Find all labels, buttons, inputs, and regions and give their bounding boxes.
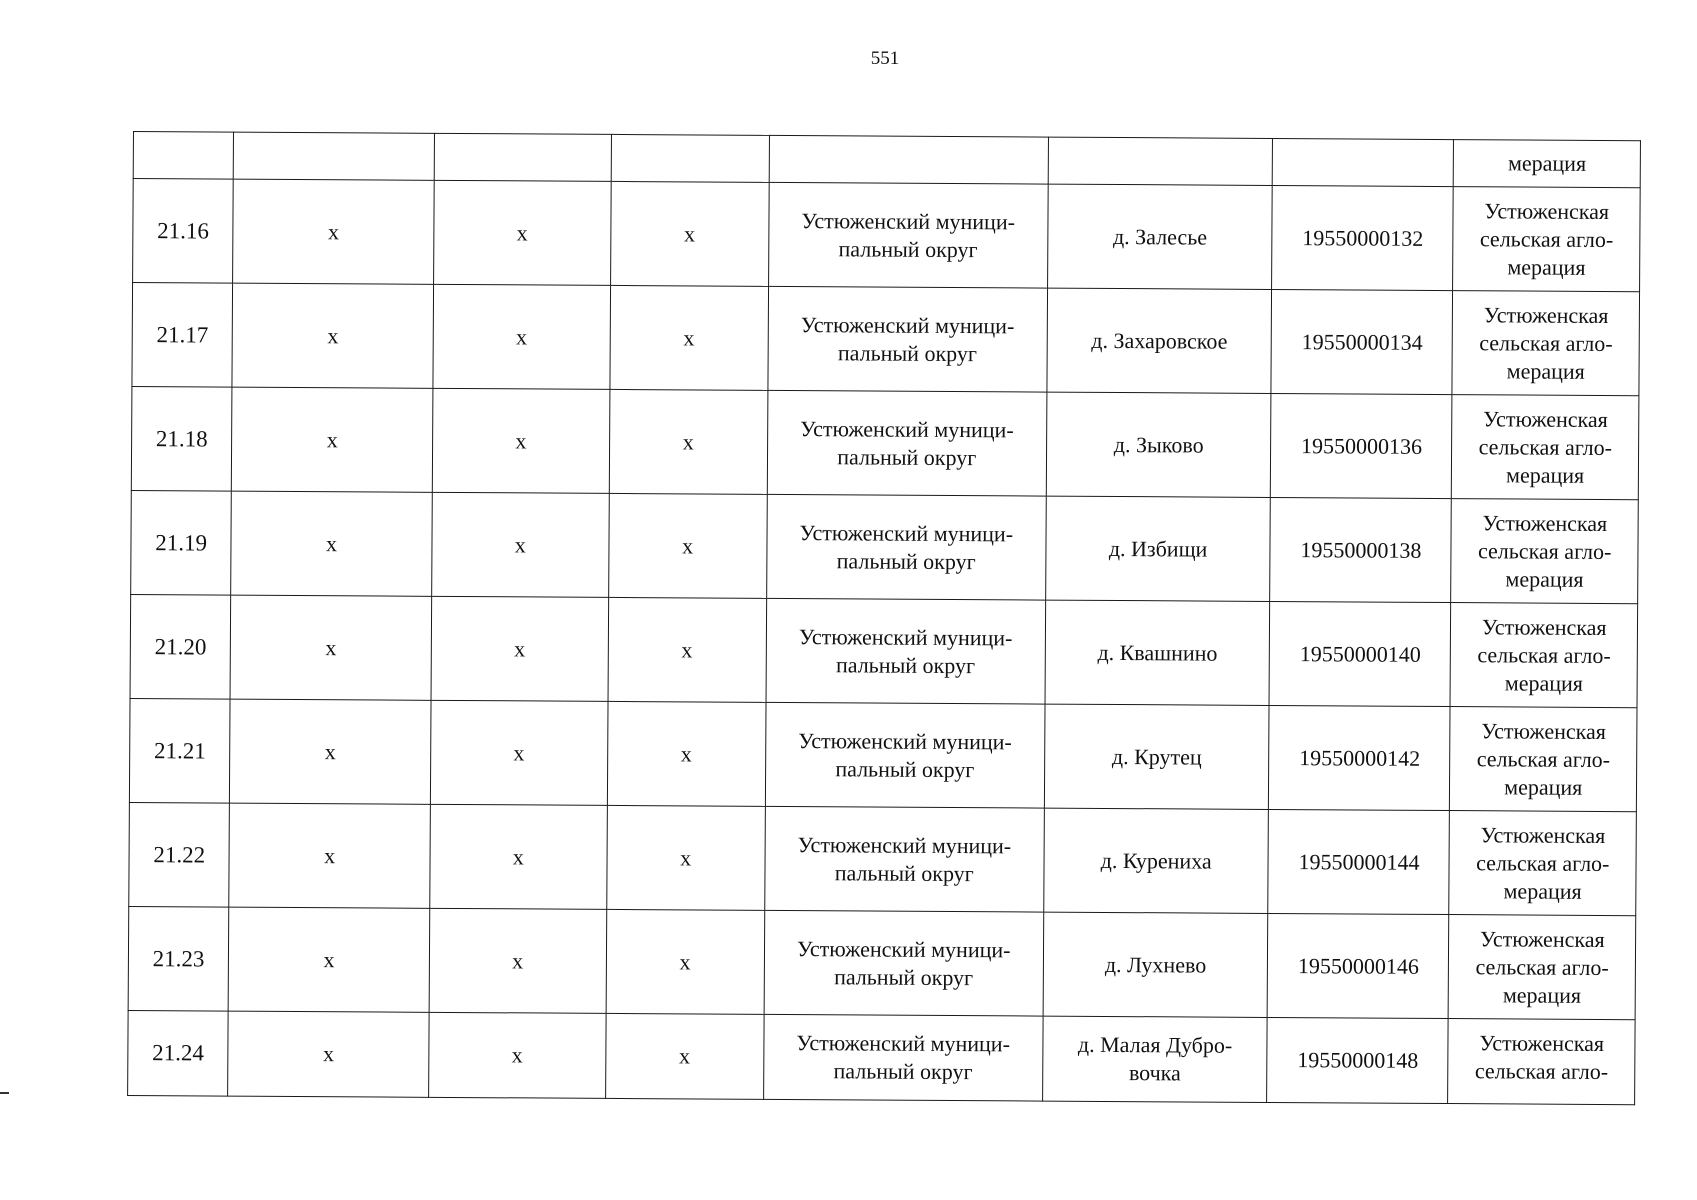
table-cell: х: [609, 389, 768, 494]
row-number: 21.19: [131, 490, 232, 595]
agglomeration-cell: Устюженская сельская агло- мерация: [1449, 915, 1636, 1020]
table-cell: х: [605, 1013, 764, 1099]
row-number: 21.20: [130, 594, 231, 699]
agglomeration-cell: Устюженская сельская агло-: [1448, 1019, 1635, 1105]
district-cell: Устюженский муници- пальный округ: [764, 910, 1044, 1016]
settlement-cell: д. Крутец: [1044, 704, 1269, 809]
district-cell: Устюженский муници- пальный округ: [764, 806, 1044, 912]
settlement-cell: д. Квашнино: [1045, 600, 1270, 705]
table-cell: х: [430, 700, 607, 805]
table-row: [130, 594, 1638, 707]
district-cell: Устюженский муници- пальный округ: [768, 286, 1048, 392]
settlement-cell: д. Зыково: [1046, 392, 1271, 497]
table-cell: х: [233, 179, 434, 284]
table-cell: х: [608, 493, 767, 598]
page-number: 551: [870, 48, 900, 69]
table-cell: х: [232, 387, 433, 492]
table-cell: мерация: [1454, 140, 1641, 188]
table-cell: х: [429, 908, 606, 1013]
agglomeration-cell: Устюженская сельская агло- мерация: [1450, 707, 1637, 812]
table-cell: [769, 135, 1048, 184]
table-cell: х: [430, 804, 607, 909]
table-cell: х: [228, 907, 429, 1012]
table-row: [131, 490, 1639, 603]
table-cell: х: [432, 388, 609, 493]
district-cell: Устюженский муници- пальный округ: [765, 702, 1045, 808]
row-number: 21.16: [133, 179, 234, 284]
agglomeration-cell: Устюженская сельская агло- мерация: [1450, 603, 1637, 708]
table-cell: х: [230, 699, 431, 804]
table-cell: х: [610, 285, 769, 390]
table-row: [128, 906, 1636, 1019]
district-cell: Устюженский муници- пальный округ: [767, 390, 1047, 496]
table-cell: х: [232, 283, 433, 388]
table-row: [131, 386, 1639, 499]
agglomeration-cell: Устюженская сельская агло- мерация: [1453, 187, 1640, 292]
code-cell: 19550000142: [1269, 705, 1451, 810]
agglomeration-cell: Устюженская сельская агло- мерация: [1449, 811, 1636, 916]
table-cell: [1048, 137, 1273, 185]
table-row: [132, 283, 1640, 396]
table-cell: [234, 132, 435, 180]
row-number: 21.18: [131, 386, 232, 491]
table-row: [129, 802, 1637, 915]
settlement-cell: д. Лухнево: [1043, 912, 1268, 1017]
row-number: 21.21: [129, 698, 230, 803]
table-row: [133, 179, 1641, 292]
table-cell: х: [432, 492, 609, 597]
table-row: [129, 698, 1637, 811]
code-cell: 19550000138: [1270, 497, 1452, 602]
district-cell: Устюженский муници- пальный округ: [766, 598, 1046, 704]
agglomeration-cell: Устюженская сельская агло- мерация: [1452, 291, 1639, 396]
table-cell: х: [231, 491, 432, 596]
settlement-cell: д. Избищи: [1045, 496, 1270, 601]
row-number: 21.24: [128, 1010, 229, 1096]
scan-edge-mark: [0, 1092, 9, 1094]
table-cell: х: [433, 284, 610, 389]
table-cell: [434, 133, 611, 181]
code-cell: 19550000134: [1271, 289, 1453, 394]
settlement-cell: д. Курениха: [1044, 808, 1269, 913]
table-cell: х: [228, 1011, 429, 1097]
table-cell: х: [229, 803, 430, 908]
table-cell: х: [610, 181, 769, 286]
code-cell: 19550000148: [1267, 1017, 1449, 1103]
table-cell: х: [606, 805, 765, 910]
table-cell: [133, 132, 234, 180]
agglomeration-cell: Устюженская сельская агло- мерация: [1452, 395, 1639, 500]
table-cell: х: [431, 596, 608, 701]
code-cell: 19550000146: [1268, 913, 1450, 1018]
table-cell: [611, 134, 769, 182]
table-cell: х: [429, 1012, 606, 1098]
code-cell: 19550000140: [1269, 601, 1451, 706]
district-cell: Устюженский муници- пальный округ: [763, 1014, 1043, 1101]
table-cell: х: [608, 597, 767, 702]
district-cell: Устюженский муници- пальный округ: [766, 494, 1046, 600]
table-cell: х: [230, 595, 431, 700]
settlement-cell: д. Залесье: [1047, 184, 1272, 289]
table-cell: х: [607, 701, 766, 806]
table-cell: х: [434, 180, 611, 285]
table-row: [128, 1010, 1635, 1104]
row-number: 21.23: [128, 906, 229, 1011]
row-number: 21.22: [129, 802, 230, 907]
settlement-cell: д. Захаровское: [1047, 288, 1272, 393]
document-table: [127, 131, 1641, 1105]
document-table-container: [127, 131, 1641, 1105]
settlement-cell: д. Малая Дубро- вочка: [1042, 1016, 1267, 1102]
agglomeration-cell: Устюженская сельская агло- мерация: [1451, 499, 1638, 604]
table-cell: [1273, 138, 1454, 186]
code-cell: 19550000144: [1268, 809, 1450, 914]
code-cell: 19550000136: [1271, 393, 1453, 498]
code-cell: 19550000132: [1272, 185, 1454, 290]
table-cell: х: [606, 909, 765, 1014]
row-number: 21.17: [132, 283, 233, 388]
district-cell: Устюженский муници- пальный округ: [768, 182, 1048, 288]
